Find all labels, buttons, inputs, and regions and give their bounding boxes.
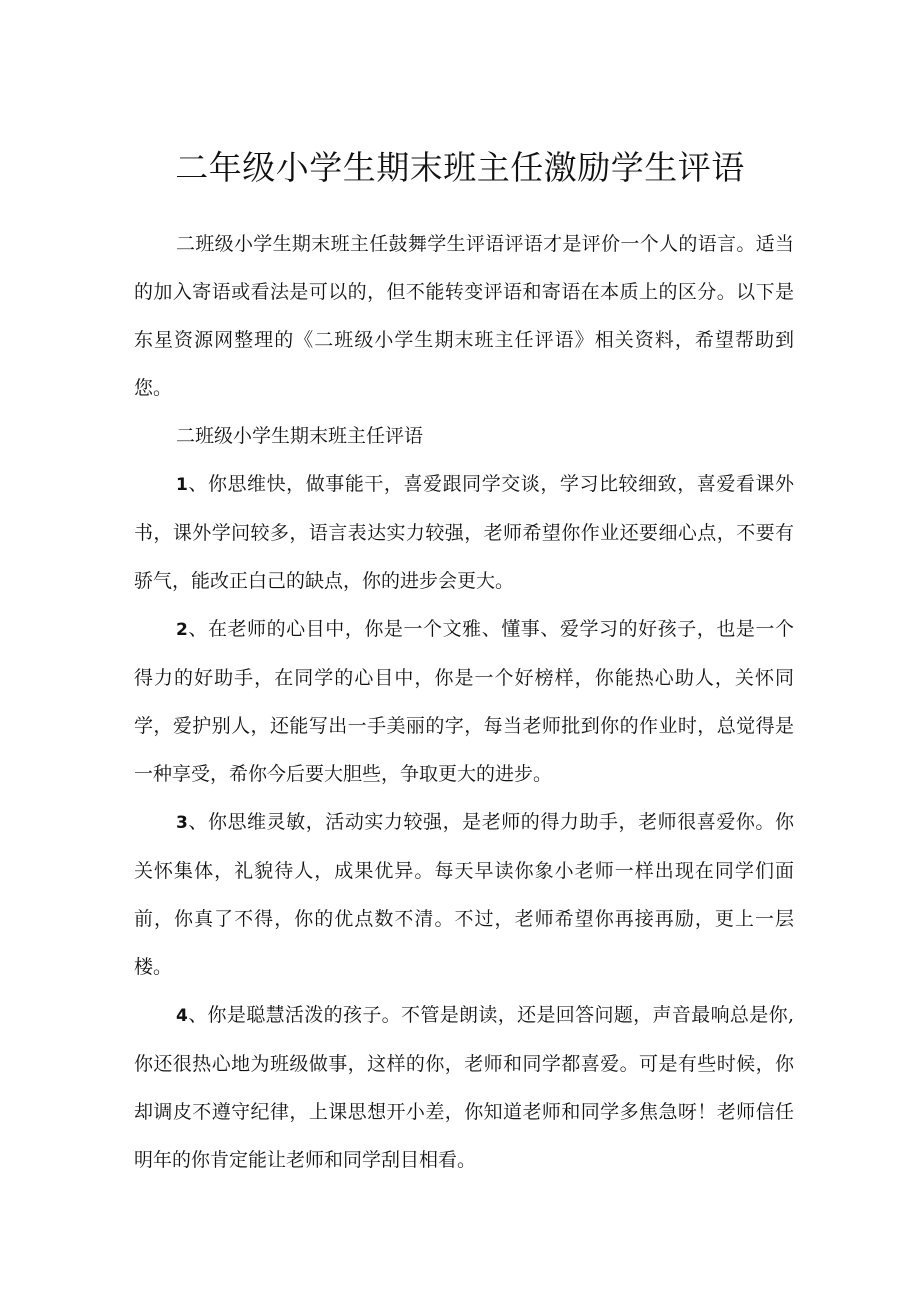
comment-item-3	[134, 798, 794, 991]
comment-item-1	[134, 460, 794, 605]
item-text: 、在老师的心目中，你是一个文雅、懂事、爱学习的好孩子，也是一个得力的好助手，在同学的心目中，你是一个好榜样，你能热心助人，关怀同学，爱护别人，还能写出一手美丽的字，每当老师批到你的作业时，总觉得是一种享受，希你今后要大胆些，争取更大的进步。	[134, 618, 794, 785]
item-number: 4	[176, 1006, 188, 1026]
subheading: 二班级小学生期末班主任评语	[176, 425, 424, 447]
item-text: 、你思维快，做事能干，喜爱跟同学交谈，学习比较细致，喜爱看课外书，课外学问较多，语言表达实力较强，老师希望你作业还要细心点，不要有骄气，能改正白己的缺点，你的进步会更大。	[134, 473, 794, 592]
item-number: 3	[176, 813, 188, 833]
document-body	[134, 220, 794, 1184]
item-text: 、你是聪慧活泼的孩子。不管是朗读，还是回答问题，声音最响总是你, 你还很热心地为班级做事，这样的你，老师和同学都喜爱。可是有些时候，你却调皮不遵守纪律，上课思想开小差，你知道老师和同学多焦急呀！老师信任明年的你肯定能让老师和同学刮目相看。	[134, 1004, 794, 1171]
intro-paragraph: 二班级小学生期末班主任鼓舞学生评语评语才是评价一个人的语言。适当的加入寄语或看法是可以的，但不能转变评语和寄语在本质上的区分。以下是东星资源网整理的《二班级小学生期末班主任评语》相关资料，希望帮助到您。	[134, 233, 794, 399]
item-text: 、你思维灵敏，活动实力较强，是老师的得力助手，老师很喜爱你。你关怀集体，礼貌待人，成果优异。每天早读你象小老师一样出现在同学们面前，你真了不得，你的优点数不清。不过，老师希望你再接再励，更上一层楼。	[134, 811, 794, 978]
comment-item-2	[134, 605, 794, 798]
comment-item-4	[134, 991, 794, 1184]
item-number: 2	[176, 620, 188, 640]
item-number: 1	[176, 475, 188, 495]
document-title: 二年级小学生期末班主任激励学生评语	[175, 148, 745, 187]
